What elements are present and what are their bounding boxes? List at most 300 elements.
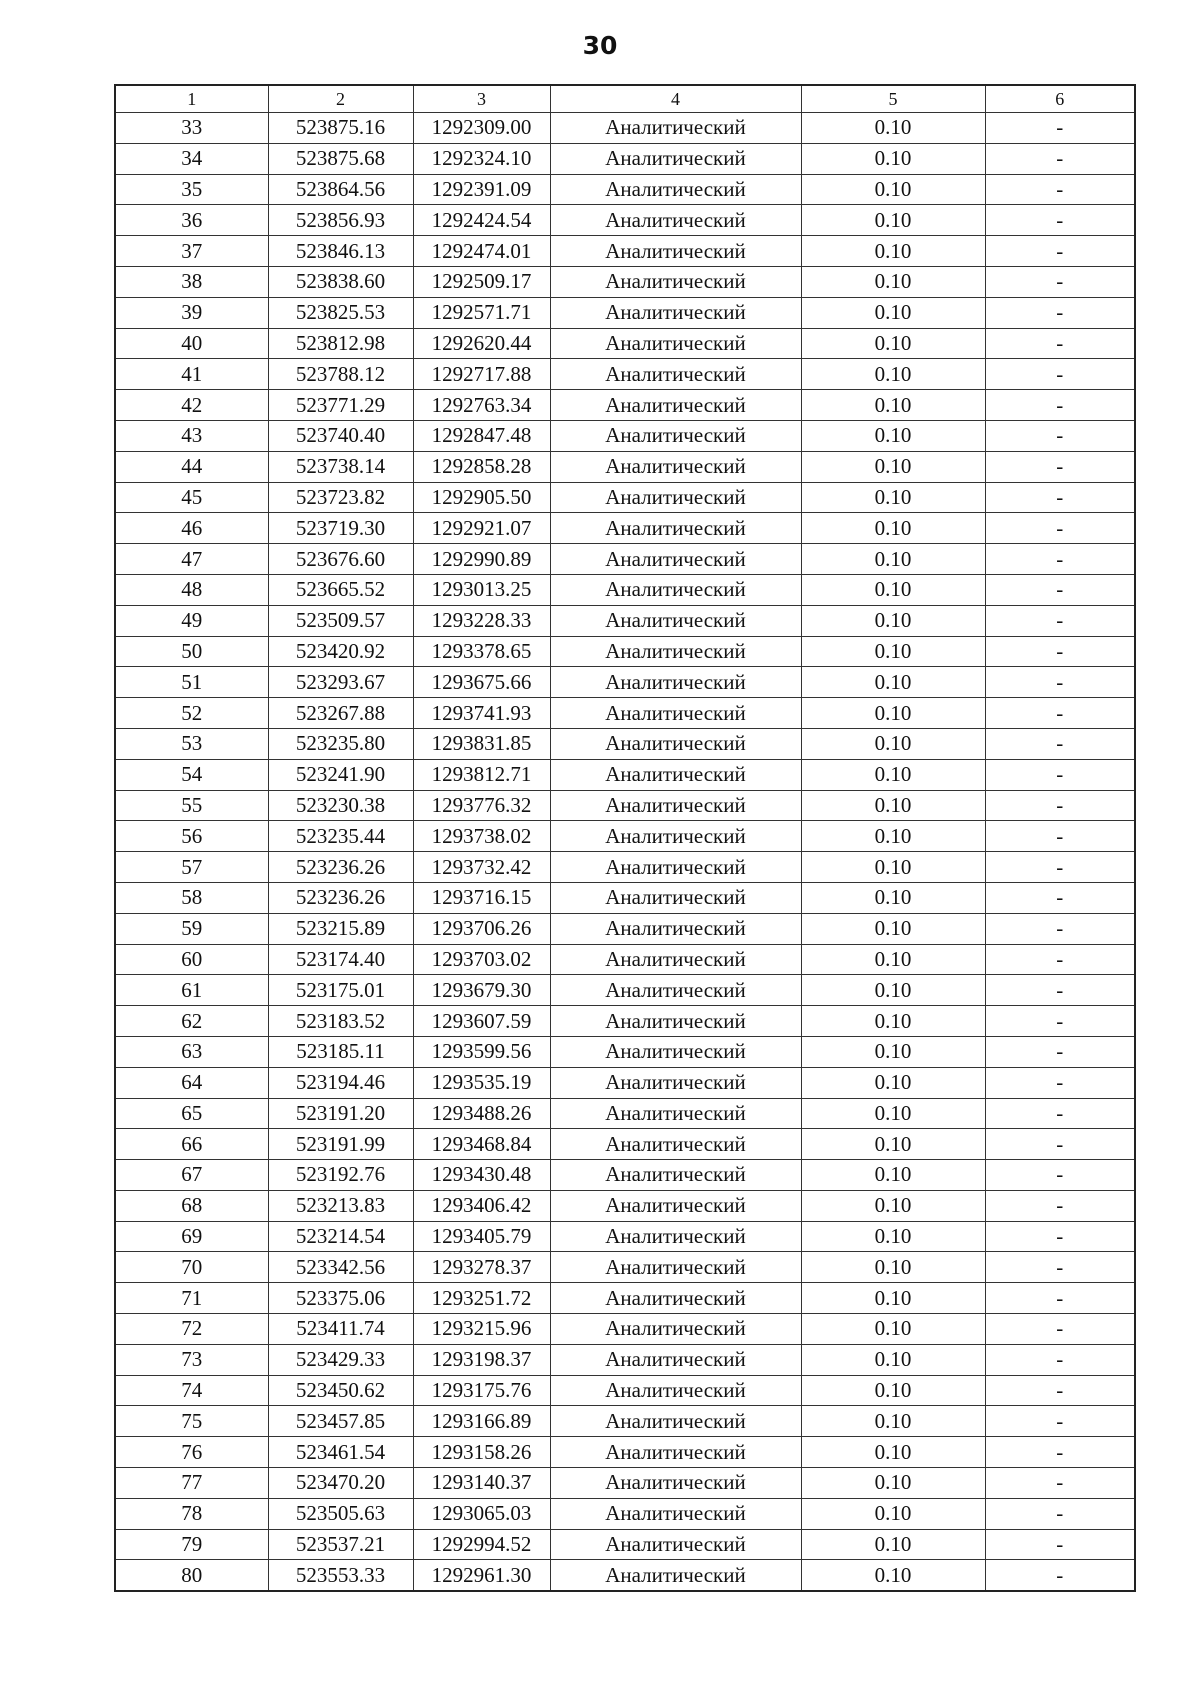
accuracy-cell: 0.10 xyxy=(801,1529,985,1560)
x-coordinate-cell: 523236.26 xyxy=(268,882,413,913)
table-row xyxy=(115,1344,1135,1375)
accuracy-cell: 0.10 xyxy=(801,574,985,605)
note-cell: - xyxy=(985,174,1135,205)
y-coordinate-cell: 1292858.28 xyxy=(413,451,550,482)
note-cell: - xyxy=(985,1314,1135,1345)
y-coordinate-cell: 1293706.26 xyxy=(413,913,550,944)
accuracy-cell: 0.10 xyxy=(801,759,985,790)
y-coordinate-cell: 1293065.03 xyxy=(413,1498,550,1529)
note-cell: - xyxy=(985,1067,1135,1098)
table-row xyxy=(115,1067,1135,1098)
y-coordinate-cell: 1292990.89 xyxy=(413,544,550,575)
accuracy-cell: 0.10 xyxy=(801,1221,985,1252)
point-number-cell: 71 xyxy=(115,1283,268,1314)
accuracy-cell: 0.10 xyxy=(801,1406,985,1437)
accuracy-cell: 0.10 xyxy=(801,1375,985,1406)
table-row xyxy=(115,1375,1135,1406)
y-coordinate-cell: 1293732.42 xyxy=(413,852,550,883)
table-header-row xyxy=(115,85,1135,113)
table-row xyxy=(115,1468,1135,1499)
accuracy-cell: 0.10 xyxy=(801,1160,985,1191)
method-cell: Аналитический xyxy=(550,1560,801,1591)
note-cell: - xyxy=(985,1406,1135,1437)
point-number-cell: 53 xyxy=(115,728,268,759)
y-coordinate-cell: 1293215.96 xyxy=(413,1314,550,1345)
table-row xyxy=(115,113,1135,144)
x-coordinate-cell: 523194.46 xyxy=(268,1067,413,1098)
x-coordinate-cell: 523230.38 xyxy=(268,790,413,821)
y-coordinate-cell: 1293675.66 xyxy=(413,667,550,698)
y-coordinate-cell: 1292921.07 xyxy=(413,513,550,544)
accuracy-cell: 0.10 xyxy=(801,544,985,575)
y-coordinate-cell: 1293776.32 xyxy=(413,790,550,821)
table-row xyxy=(115,174,1135,205)
method-cell: Аналитический xyxy=(550,698,801,729)
y-coordinate-cell: 1293812.71 xyxy=(413,759,550,790)
column-header: 1 xyxy=(115,85,268,113)
x-coordinate-cell: 523429.33 xyxy=(268,1344,413,1375)
point-number-cell: 77 xyxy=(115,1468,268,1499)
column-header: 6 xyxy=(985,85,1135,113)
accuracy-cell: 0.10 xyxy=(801,944,985,975)
point-number-cell: 50 xyxy=(115,636,268,667)
method-cell: Аналитический xyxy=(550,574,801,605)
table-row xyxy=(115,1190,1135,1221)
x-coordinate-cell: 523864.56 xyxy=(268,174,413,205)
x-coordinate-cell: 523553.33 xyxy=(268,1560,413,1591)
x-coordinate-cell: 523470.20 xyxy=(268,1468,413,1499)
table-row xyxy=(115,359,1135,390)
table-row xyxy=(115,759,1135,790)
method-cell: Аналитический xyxy=(550,1098,801,1129)
table-row xyxy=(115,698,1135,729)
x-coordinate-cell: 523457.85 xyxy=(268,1406,413,1437)
table-row xyxy=(115,882,1135,913)
x-coordinate-cell: 523676.60 xyxy=(268,544,413,575)
method-cell: Аналитический xyxy=(550,1375,801,1406)
x-coordinate-cell: 523509.57 xyxy=(268,605,413,636)
method-cell: Аналитический xyxy=(550,1314,801,1345)
table-row xyxy=(115,821,1135,852)
accuracy-cell: 0.10 xyxy=(801,1560,985,1591)
point-number-cell: 69 xyxy=(115,1221,268,1252)
table-row xyxy=(115,544,1135,575)
method-cell: Аналитический xyxy=(550,1221,801,1252)
method-cell: Аналитический xyxy=(550,143,801,174)
x-coordinate-cell: 523461.54 xyxy=(268,1437,413,1468)
accuracy-cell: 0.10 xyxy=(801,1067,985,1098)
table-row xyxy=(115,390,1135,421)
point-number-cell: 38 xyxy=(115,266,268,297)
note-cell: - xyxy=(985,544,1135,575)
method-cell: Аналитический xyxy=(550,913,801,944)
method-cell: Аналитический xyxy=(550,1129,801,1160)
x-coordinate-cell: 523411.74 xyxy=(268,1314,413,1345)
note-cell: - xyxy=(985,1006,1135,1037)
point-number-cell: 40 xyxy=(115,328,268,359)
table-row xyxy=(115,420,1135,451)
y-coordinate-cell: 1293378.65 xyxy=(413,636,550,667)
accuracy-cell: 0.10 xyxy=(801,143,985,174)
method-cell: Аналитический xyxy=(550,728,801,759)
method-cell: Аналитический xyxy=(550,1498,801,1529)
x-coordinate-cell: 523738.14 xyxy=(268,451,413,482)
accuracy-cell: 0.10 xyxy=(801,113,985,144)
method-cell: Аналитический xyxy=(550,205,801,236)
point-number-cell: 33 xyxy=(115,113,268,144)
x-coordinate-cell: 523505.63 xyxy=(268,1498,413,1529)
method-cell: Аналитический xyxy=(550,882,801,913)
table-row xyxy=(115,513,1135,544)
point-number-cell: 60 xyxy=(115,944,268,975)
point-number-cell: 47 xyxy=(115,544,268,575)
method-cell: Аналитический xyxy=(550,1344,801,1375)
method-cell: Аналитический xyxy=(550,944,801,975)
note-cell: - xyxy=(985,574,1135,605)
x-coordinate-cell: 523723.82 xyxy=(268,482,413,513)
note-cell: - xyxy=(985,1498,1135,1529)
y-coordinate-cell: 1292717.88 xyxy=(413,359,550,390)
accuracy-cell: 0.10 xyxy=(801,1314,985,1345)
table-row xyxy=(115,1406,1135,1437)
accuracy-cell: 0.10 xyxy=(801,266,985,297)
y-coordinate-cell: 1292391.09 xyxy=(413,174,550,205)
table-row xyxy=(115,605,1135,636)
y-coordinate-cell: 1293405.79 xyxy=(413,1221,550,1252)
accuracy-cell: 0.10 xyxy=(801,1344,985,1375)
point-number-cell: 64 xyxy=(115,1067,268,1098)
note-cell: - xyxy=(985,852,1135,883)
y-coordinate-cell: 1293013.25 xyxy=(413,574,550,605)
x-coordinate-cell: 523450.62 xyxy=(268,1375,413,1406)
method-cell: Аналитический xyxy=(550,390,801,421)
point-number-cell: 43 xyxy=(115,420,268,451)
note-cell: - xyxy=(985,1036,1135,1067)
x-coordinate-cell: 523185.11 xyxy=(268,1036,413,1067)
table-row xyxy=(115,728,1135,759)
note-cell: - xyxy=(985,1468,1135,1499)
y-coordinate-cell: 1293166.89 xyxy=(413,1406,550,1437)
point-number-cell: 45 xyxy=(115,482,268,513)
method-cell: Аналитический xyxy=(550,1036,801,1067)
method-cell: Аналитический xyxy=(550,1067,801,1098)
y-coordinate-cell: 1293703.02 xyxy=(413,944,550,975)
point-number-cell: 36 xyxy=(115,205,268,236)
method-cell: Аналитический xyxy=(550,174,801,205)
column-header: 5 xyxy=(801,85,985,113)
method-cell: Аналитический xyxy=(550,482,801,513)
note-cell: - xyxy=(985,1190,1135,1221)
point-number-cell: 61 xyxy=(115,975,268,1006)
accuracy-cell: 0.10 xyxy=(801,482,985,513)
note-cell: - xyxy=(985,1283,1135,1314)
point-number-cell: 74 xyxy=(115,1375,268,1406)
accuracy-cell: 0.10 xyxy=(801,205,985,236)
point-number-cell: 73 xyxy=(115,1344,268,1375)
note-cell: - xyxy=(985,1098,1135,1129)
point-number-cell: 57 xyxy=(115,852,268,883)
note-cell: - xyxy=(985,698,1135,729)
coordinates-table xyxy=(114,84,1136,1592)
accuracy-cell: 0.10 xyxy=(801,790,985,821)
table-row xyxy=(115,913,1135,944)
note-cell: - xyxy=(985,882,1135,913)
table-row xyxy=(115,1221,1135,1252)
method-cell: Аналитический xyxy=(550,297,801,328)
accuracy-cell: 0.10 xyxy=(801,636,985,667)
accuracy-cell: 0.10 xyxy=(801,1129,985,1160)
note-cell: - xyxy=(985,390,1135,421)
note-cell: - xyxy=(985,1252,1135,1283)
y-coordinate-cell: 1293158.26 xyxy=(413,1437,550,1468)
y-coordinate-cell: 1292847.48 xyxy=(413,420,550,451)
x-coordinate-cell: 523375.06 xyxy=(268,1283,413,1314)
method-cell: Аналитический xyxy=(550,544,801,575)
note-cell: - xyxy=(985,143,1135,174)
point-number-cell: 68 xyxy=(115,1190,268,1221)
note-cell: - xyxy=(985,636,1135,667)
table-row xyxy=(115,1498,1135,1529)
table-row xyxy=(115,1036,1135,1067)
point-number-cell: 41 xyxy=(115,359,268,390)
accuracy-cell: 0.10 xyxy=(801,513,985,544)
accuracy-cell: 0.10 xyxy=(801,975,985,1006)
accuracy-cell: 0.10 xyxy=(801,451,985,482)
x-coordinate-cell: 523267.88 xyxy=(268,698,413,729)
point-number-cell: 37 xyxy=(115,236,268,267)
x-coordinate-cell: 523241.90 xyxy=(268,759,413,790)
point-number-cell: 34 xyxy=(115,143,268,174)
y-coordinate-cell: 1292961.30 xyxy=(413,1560,550,1591)
note-cell: - xyxy=(985,513,1135,544)
method-cell: Аналитический xyxy=(550,790,801,821)
method-cell: Аналитический xyxy=(550,513,801,544)
note-cell: - xyxy=(985,1221,1135,1252)
point-number-cell: 35 xyxy=(115,174,268,205)
accuracy-cell: 0.10 xyxy=(801,913,985,944)
note-cell: - xyxy=(985,113,1135,144)
accuracy-cell: 0.10 xyxy=(801,1006,985,1037)
table-row xyxy=(115,1098,1135,1129)
method-cell: Аналитический xyxy=(550,1190,801,1221)
note-cell: - xyxy=(985,1437,1135,1468)
accuracy-cell: 0.10 xyxy=(801,420,985,451)
y-coordinate-cell: 1293741.93 xyxy=(413,698,550,729)
point-number-cell: 65 xyxy=(115,1098,268,1129)
table-row xyxy=(115,1252,1135,1283)
y-coordinate-cell: 1293679.30 xyxy=(413,975,550,1006)
accuracy-cell: 0.10 xyxy=(801,390,985,421)
y-coordinate-cell: 1293607.59 xyxy=(413,1006,550,1037)
note-cell: - xyxy=(985,728,1135,759)
table-row xyxy=(115,482,1135,513)
note-cell: - xyxy=(985,1344,1135,1375)
point-number-cell: 80 xyxy=(115,1560,268,1591)
x-coordinate-cell: 523293.67 xyxy=(268,667,413,698)
x-coordinate-cell: 523215.89 xyxy=(268,913,413,944)
method-cell: Аналитический xyxy=(550,1252,801,1283)
method-cell: Аналитический xyxy=(550,636,801,667)
y-coordinate-cell: 1292509.17 xyxy=(413,266,550,297)
point-number-cell: 46 xyxy=(115,513,268,544)
method-cell: Аналитический xyxy=(550,420,801,451)
point-number-cell: 49 xyxy=(115,605,268,636)
table-row xyxy=(115,574,1135,605)
x-coordinate-cell: 523420.92 xyxy=(268,636,413,667)
table-row xyxy=(115,1560,1135,1591)
method-cell: Аналитический xyxy=(550,266,801,297)
x-coordinate-cell: 523838.60 xyxy=(268,266,413,297)
x-coordinate-cell: 523665.52 xyxy=(268,574,413,605)
note-cell: - xyxy=(985,667,1135,698)
accuracy-cell: 0.10 xyxy=(801,698,985,729)
y-coordinate-cell: 1293140.37 xyxy=(413,1468,550,1499)
accuracy-cell: 0.10 xyxy=(801,236,985,267)
table-row xyxy=(115,790,1135,821)
x-coordinate-cell: 523214.54 xyxy=(268,1221,413,1252)
point-number-cell: 79 xyxy=(115,1529,268,1560)
accuracy-cell: 0.10 xyxy=(801,1252,985,1283)
note-cell: - xyxy=(985,205,1135,236)
table-row xyxy=(115,1529,1135,1560)
table-row xyxy=(115,205,1135,236)
y-coordinate-cell: 1292324.10 xyxy=(413,143,550,174)
point-number-cell: 63 xyxy=(115,1036,268,1067)
table-row xyxy=(115,667,1135,698)
note-cell: - xyxy=(985,790,1135,821)
column-header: 2 xyxy=(268,85,413,113)
note-cell: - xyxy=(985,1560,1135,1591)
point-number-cell: 39 xyxy=(115,297,268,328)
x-coordinate-cell: 523183.52 xyxy=(268,1006,413,1037)
y-coordinate-cell: 1292474.01 xyxy=(413,236,550,267)
y-coordinate-cell: 1293251.72 xyxy=(413,1283,550,1314)
point-number-cell: 62 xyxy=(115,1006,268,1037)
column-header: 4 xyxy=(550,85,801,113)
method-cell: Аналитический xyxy=(550,667,801,698)
method-cell: Аналитический xyxy=(550,1529,801,1560)
y-coordinate-cell: 1293831.85 xyxy=(413,728,550,759)
table-row xyxy=(115,297,1135,328)
y-coordinate-cell: 1293468.84 xyxy=(413,1129,550,1160)
note-cell: - xyxy=(985,1375,1135,1406)
x-coordinate-cell: 523175.01 xyxy=(268,975,413,1006)
x-coordinate-cell: 523213.83 xyxy=(268,1190,413,1221)
note-cell: - xyxy=(985,482,1135,513)
method-cell: Аналитический xyxy=(550,1437,801,1468)
point-number-cell: 66 xyxy=(115,1129,268,1160)
table-row xyxy=(115,852,1135,883)
table-row xyxy=(115,1129,1135,1160)
point-number-cell: 51 xyxy=(115,667,268,698)
x-coordinate-cell: 523875.16 xyxy=(268,113,413,144)
accuracy-cell: 0.10 xyxy=(801,605,985,636)
note-cell: - xyxy=(985,266,1135,297)
note-cell: - xyxy=(985,328,1135,359)
accuracy-cell: 0.10 xyxy=(801,1098,985,1129)
y-coordinate-cell: 1293488.26 xyxy=(413,1098,550,1129)
y-coordinate-cell: 1292571.71 xyxy=(413,297,550,328)
accuracy-cell: 0.10 xyxy=(801,359,985,390)
accuracy-cell: 0.10 xyxy=(801,1437,985,1468)
x-coordinate-cell: 523771.29 xyxy=(268,390,413,421)
y-coordinate-cell: 1292309.00 xyxy=(413,113,550,144)
method-cell: Аналитический xyxy=(550,236,801,267)
table-row xyxy=(115,975,1135,1006)
method-cell: Аналитический xyxy=(550,359,801,390)
y-coordinate-cell: 1293430.48 xyxy=(413,1160,550,1191)
y-coordinate-cell: 1292994.52 xyxy=(413,1529,550,1560)
table-row xyxy=(115,1006,1135,1037)
point-number-cell: 44 xyxy=(115,451,268,482)
y-coordinate-cell: 1293738.02 xyxy=(413,821,550,852)
note-cell: - xyxy=(985,236,1135,267)
x-coordinate-cell: 523812.98 xyxy=(268,328,413,359)
note-cell: - xyxy=(985,821,1135,852)
x-coordinate-cell: 523846.13 xyxy=(268,236,413,267)
accuracy-cell: 0.10 xyxy=(801,1283,985,1314)
page-number: 30 xyxy=(582,31,618,60)
point-number-cell: 58 xyxy=(115,882,268,913)
table-row xyxy=(115,1283,1135,1314)
x-coordinate-cell: 523740.40 xyxy=(268,420,413,451)
y-coordinate-cell: 1293406.42 xyxy=(413,1190,550,1221)
x-coordinate-cell: 523825.53 xyxy=(268,297,413,328)
x-coordinate-cell: 523719.30 xyxy=(268,513,413,544)
method-cell: Аналитический xyxy=(550,605,801,636)
point-number-cell: 55 xyxy=(115,790,268,821)
accuracy-cell: 0.10 xyxy=(801,297,985,328)
point-number-cell: 76 xyxy=(115,1437,268,1468)
accuracy-cell: 0.10 xyxy=(801,1498,985,1529)
table-row xyxy=(115,1437,1135,1468)
x-coordinate-cell: 523856.93 xyxy=(268,205,413,236)
accuracy-cell: 0.10 xyxy=(801,667,985,698)
y-coordinate-cell: 1293278.37 xyxy=(413,1252,550,1283)
x-coordinate-cell: 523191.99 xyxy=(268,1129,413,1160)
method-cell: Аналитический xyxy=(550,113,801,144)
method-cell: Аналитический xyxy=(550,451,801,482)
note-cell: - xyxy=(985,1160,1135,1191)
table-row xyxy=(115,328,1135,359)
y-coordinate-cell: 1293716.15 xyxy=(413,882,550,913)
point-number-cell: 72 xyxy=(115,1314,268,1345)
column-header: 3 xyxy=(413,85,550,113)
point-number-cell: 42 xyxy=(115,390,268,421)
x-coordinate-cell: 523235.80 xyxy=(268,728,413,759)
y-coordinate-cell: 1293535.19 xyxy=(413,1067,550,1098)
x-coordinate-cell: 523875.68 xyxy=(268,143,413,174)
note-cell: - xyxy=(985,420,1135,451)
method-cell: Аналитический xyxy=(550,1006,801,1037)
y-coordinate-cell: 1293175.76 xyxy=(413,1375,550,1406)
x-coordinate-cell: 523235.44 xyxy=(268,821,413,852)
y-coordinate-cell: 1292620.44 xyxy=(413,328,550,359)
accuracy-cell: 0.10 xyxy=(801,728,985,759)
x-coordinate-cell: 523192.76 xyxy=(268,1160,413,1191)
accuracy-cell: 0.10 xyxy=(801,1190,985,1221)
point-number-cell: 56 xyxy=(115,821,268,852)
note-cell: - xyxy=(985,451,1135,482)
accuracy-cell: 0.10 xyxy=(801,328,985,359)
method-cell: Аналитический xyxy=(550,821,801,852)
note-cell: - xyxy=(985,759,1135,790)
note-cell: - xyxy=(985,1129,1135,1160)
note-cell: - xyxy=(985,975,1135,1006)
y-coordinate-cell: 1293198.37 xyxy=(413,1344,550,1375)
y-coordinate-cell: 1293599.56 xyxy=(413,1036,550,1067)
x-coordinate-cell: 523537.21 xyxy=(268,1529,413,1560)
